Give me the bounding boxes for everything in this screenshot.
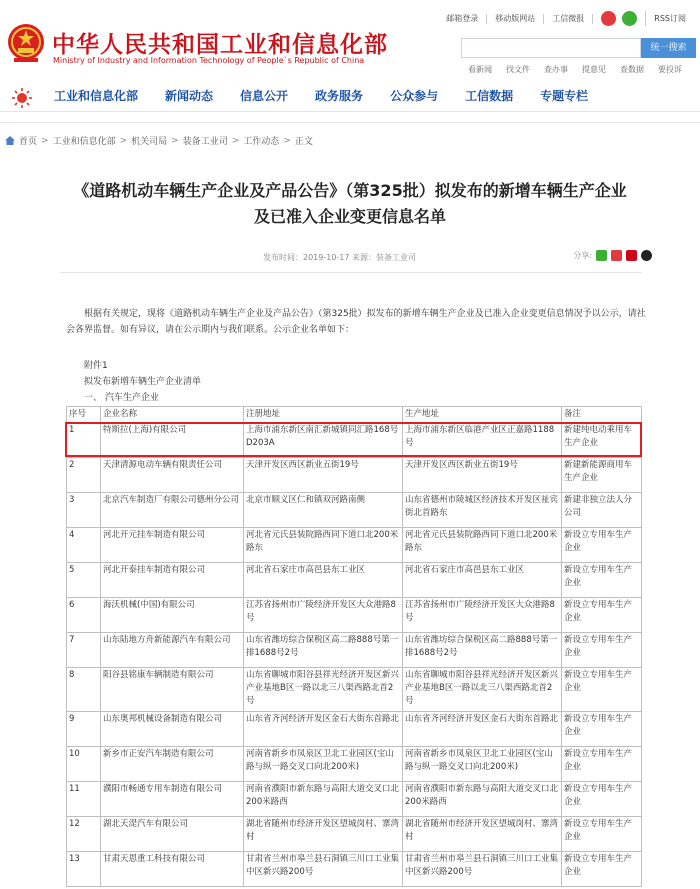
- quick-link-feedback[interactable]: 提意见: [582, 65, 606, 74]
- remark: 新设立专用车生产企业: [562, 782, 642, 817]
- production-address: 天津开发区西区新业五街19号: [403, 458, 562, 493]
- sun-logo-icon: [12, 88, 32, 108]
- registered-address: 湖北省随州市经济开发区望城岗村、寨湾村: [244, 817, 403, 852]
- row-index: 8: [67, 668, 101, 712]
- share-label: 分享:: [573, 251, 592, 260]
- registered-address: 河南省濮阳市新东路与高阳大道交叉口北200米路西: [244, 782, 403, 817]
- quick-link-services[interactable]: 查办事: [544, 65, 568, 74]
- social-icons: [593, 11, 646, 26]
- company-name: 河北开元挂车制造有限公司: [101, 528, 244, 563]
- row-index: 2: [67, 458, 101, 493]
- article-title-line1: 《道路机动车辆生产企业及产品公告》（第325批）拟发布的新增车辆生产企业: [73, 181, 627, 200]
- remark: 新设立专用车生产企业: [562, 747, 642, 782]
- main-nav: [0, 84, 700, 112]
- share-pdf-icon[interactable]: [626, 250, 637, 261]
- registered-address: 北京市顺义区仁和镇双河路南侧: [244, 493, 403, 528]
- search-button[interactable]: 统一搜索: [641, 38, 696, 58]
- company-name: 阳谷县铭康车辆制造有限公司: [101, 668, 244, 712]
- company-name: 天津清源电动车辆有限责任公司: [101, 458, 244, 493]
- nav-item-disclosure[interactable]: 信息公开: [240, 89, 289, 103]
- home-icon: [5, 136, 15, 145]
- row-index: 6: [67, 598, 101, 633]
- company-name: 海沃机械(中国)有限公司: [101, 598, 244, 633]
- header-index: 序号: [67, 407, 101, 423]
- breadcrumb-current: 正文: [294, 137, 313, 147]
- production-address: 山东省聊城市阳谷县祥光经济开发区新兴产业基地B区一路以北三八渠西路北首2号: [403, 668, 562, 712]
- site-title[interactable]: 中华人民共和国工业和信息化部: [52, 32, 388, 58]
- site-header: [0, 0, 700, 80]
- remark: 新建新能源商用车生产企业: [562, 458, 642, 493]
- registered-address: 山东省潍坊综合保税区高二路888号第一排1688号2号: [244, 633, 403, 668]
- table-row: [67, 817, 642, 852]
- quick-link-files[interactable]: 找文件: [506, 65, 530, 74]
- share-qq-icon[interactable]: [641, 250, 652, 261]
- nav-item-participation[interactable]: 公众参与: [390, 89, 439, 103]
- rss-link[interactable]: RSS订阅: [654, 13, 686, 23]
- national-emblem-icon[interactable]: [6, 22, 46, 64]
- remark: 新设立专用车生产企业: [562, 563, 642, 598]
- table-row: [67, 528, 642, 563]
- breadcrumb: [5, 134, 313, 147]
- registered-address: 山东省聊城市阳谷县祥光经济开发区新兴产业基地B区一路以北三八渠西路北首2号: [244, 668, 403, 712]
- production-address: 江苏省扬州市广陵经济开发区大众港路8号: [403, 598, 562, 633]
- company-name: 河北开泰挂车制造有限公司: [101, 563, 244, 598]
- production-address: 湖北省随州市经济开发区望城岗村、寨湾村: [403, 817, 562, 852]
- section-heading: 一、 汽车生产企业: [84, 393, 159, 403]
- remark: 新设立专用车生产企业: [562, 633, 642, 668]
- mobile-site-link[interactable]: 移动版网站: [487, 14, 544, 24]
- annex-label: 附件1: [84, 361, 108, 371]
- remark: 新建纯电动乘用车生产企业: [562, 423, 642, 458]
- remark: 新设立专用车生产企业: [562, 712, 642, 747]
- wechat-icon[interactable]: [622, 11, 637, 26]
- header-reg-address: 注册地址: [244, 407, 403, 423]
- production-address: 山东省齐河经济开发区金石大街东首路北: [403, 712, 562, 747]
- registered-address: 天津开发区西区新业五街19号: [244, 458, 403, 493]
- remark: 新设立专用车生产企业: [562, 817, 642, 852]
- company-name: 新乡市正安汽车制造有限公司: [101, 747, 244, 782]
- article-meta: 发布时间：2019-10-17 来源：装备工业司: [263, 253, 417, 262]
- top-links: [438, 11, 694, 26]
- registered-address: 河北省元氏县装院路西同下道口北200米路东: [244, 528, 403, 563]
- production-address: 山东省潍坊综合保税区高二路888号第一排1688号2号: [403, 633, 562, 668]
- row-index: 7: [67, 633, 101, 668]
- row-index: 1: [67, 423, 101, 458]
- search-input[interactable]: [461, 38, 641, 58]
- registered-address: 上海市浦东新区南汇新城镇同汇路168号D203A: [244, 423, 403, 458]
- table-row: [67, 563, 642, 598]
- breadcrumb-equipment[interactable]: 装备工业司: [182, 137, 228, 147]
- share-bar: [573, 250, 652, 261]
- company-name: 特斯拉(上海)有限公司: [101, 423, 244, 458]
- registered-address: 甘肃省兰州市皋兰县石洞镇三川口工业集中区新兴路200号: [244, 852, 403, 887]
- row-index: 11: [67, 782, 101, 817]
- row-index: 4: [67, 528, 101, 563]
- table-row: [67, 493, 642, 528]
- table-row: [67, 782, 642, 817]
- share-weibo-icon[interactable]: [611, 250, 622, 261]
- header-remark: 备注: [562, 407, 642, 423]
- enterprise-table: [66, 406, 642, 887]
- row-index: 9: [67, 712, 101, 747]
- row-index: 3: [67, 493, 101, 528]
- row-index: 12: [67, 817, 101, 852]
- row-index: 5: [67, 563, 101, 598]
- table-row: [67, 852, 642, 887]
- registered-address: 江苏省扬州市广陵经济开发区大众港路8号: [244, 598, 403, 633]
- company-name: 山东奥邦机械设备制造有限公司: [101, 712, 244, 747]
- site-subtitle: Ministry of Industry and Information Technology of People`s Republic of China: [53, 56, 365, 65]
- divider: [60, 272, 642, 273]
- table-header-row: [67, 407, 642, 423]
- breadcrumb-separator: >: [283, 135, 291, 146]
- nav-item-topics[interactable]: 专题专栏: [540, 89, 589, 103]
- breadcrumb-bureaus[interactable]: 机关司局: [131, 137, 168, 147]
- row-index: 13: [67, 852, 101, 887]
- production-address: 河南省新乡市凤泉区卫北工业园区(宝山路与纵一路交叉口向北200米): [403, 747, 562, 782]
- production-address: 上海市浦东新区临港产业区正嘉路1188号: [403, 423, 562, 458]
- breadcrumb-miit[interactable]: 工业和信息化部: [52, 137, 116, 147]
- registered-address: 山东省齐河经济开发区金石大街东首路北: [244, 712, 403, 747]
- breadcrumb-separator: >: [171, 135, 179, 146]
- breadcrumb-home[interactable]: 首页: [19, 137, 38, 147]
- weibao-link[interactable]: 工信微报: [544, 14, 593, 24]
- production-address: 山东省德州市陵城区经济技术开发区祉宾街北首路东: [403, 493, 562, 528]
- header-prod-address: 生产地址: [403, 407, 562, 423]
- weibo-icon[interactable]: [601, 11, 616, 26]
- company-name: 甘肃天恩重工科技有限公司: [101, 852, 244, 887]
- remark: 新设立专用车生产企业: [562, 598, 642, 633]
- company-name: 湖北天湜汽车有限公司: [101, 817, 244, 852]
- breadcrumb-separator: >: [231, 135, 240, 146]
- breadcrumb-separator: >: [119, 135, 128, 146]
- nav-items: [54, 87, 615, 104]
- nav-item-services[interactable]: 政务服务: [315, 89, 364, 103]
- table-row: [67, 633, 642, 668]
- header-company: 企业名称: [101, 407, 244, 423]
- annex-title: 拟发布新增车辆生产企业清单: [84, 377, 202, 387]
- registered-address: 河北省石家庄市高邑县东工业区: [244, 563, 403, 598]
- table-row: [67, 423, 642, 458]
- share-wechat-icon[interactable]: [596, 250, 607, 261]
- quick-link-news[interactable]: 看新闻: [468, 65, 492, 74]
- company-name: 山东陆地方舟新能源汽车有限公司: [101, 633, 244, 668]
- nav-item-data[interactable]: 工信数据: [465, 89, 514, 103]
- company-name: 北京汽车制造厂有限公司德州分公司: [101, 493, 244, 528]
- production-address: 甘肃省兰州市皋兰县石洞镇三川口工业集中区新兴路200号: [403, 852, 562, 887]
- remark: 新设立专用车生产企业: [562, 668, 642, 712]
- remark: 新设立专用车生产企业: [562, 528, 642, 563]
- table-row: [67, 598, 642, 633]
- nav-item-miit[interactable]: 工业和信息化部: [54, 89, 139, 103]
- article-title-line2: 及已准入企业变更信息名单: [253, 207, 446, 226]
- breadcrumb-separator: >: [41, 135, 49, 146]
- table-body: [67, 423, 642, 887]
- article-paragraph: 根据有关规定，现将《道路机动车辆生产企业及产品公告》（第325批）拟发布的新增车辆生产企业及已准入企业变更信息情况予以公示，请社会各界监督。如有异议，请在公示期内与我们联系。公示企业名单如下：: [66, 309, 646, 335]
- quick-link-complaint[interactable]: 要投诉: [658, 65, 682, 74]
- production-address: 河北省元氏县装院路西同下道口北200米路东: [403, 528, 562, 563]
- nav-item-news[interactable]: 新闻动态: [165, 89, 214, 103]
- table-row: [67, 458, 642, 493]
- table-row: [67, 668, 642, 712]
- mail-login-link[interactable]: 邮箱登录: [438, 14, 487, 24]
- production-address: 河北省石家庄市高邑县东工业区: [403, 563, 562, 598]
- quick-link-data[interactable]: 查数据: [620, 65, 644, 74]
- article-title: [0, 178, 700, 230]
- quick-links: [468, 64, 682, 75]
- registered-address: 河南省新乡市凤泉区卫北工业园区(宝山路与纵一路交叉口向北200米): [244, 747, 403, 782]
- remark: 新设立专用车生产企业: [562, 852, 642, 887]
- production-address: 河南省濮阳市新东路与高阳大道交叉口北200米路西: [403, 782, 562, 817]
- table-row: [67, 747, 642, 782]
- company-name: 濮阳市畅通专用车制造有限公司: [101, 782, 244, 817]
- table-row: [67, 712, 642, 747]
- row-index: 10: [67, 747, 101, 782]
- breadcrumb-work[interactable]: 工作动态: [243, 137, 280, 147]
- divider: [0, 122, 700, 123]
- remark: 新建非独立法人分公司: [562, 493, 642, 528]
